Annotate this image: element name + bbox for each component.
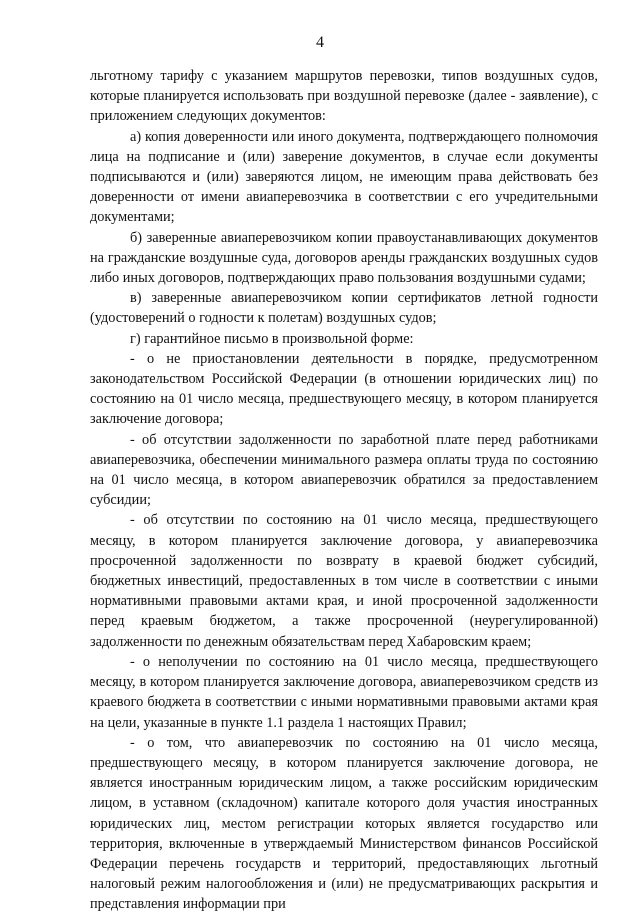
paragraph-bullet-1: - о не приостановлении деятельности в порядке, предусмотренном законодательством Российской Федерации (в отношении юридических лиц) по состоянию на 01 число месяца, предшествующего месяцу, в котором планируется заключение договора;: [90, 350, 598, 428]
paragraph-bullet-4: - о неполучении по состоянию на 01 число месяца, предшествующего месяцу, в котором планируется заключение договора, авиаперевозчиком средств из краевого бюджета в соответствии с иными нормативными правовыми актами края на цели, указанные в пункте 1.1 раздела 1 настоящих Правил;: [90, 653, 598, 731]
paragraph-bullet-3: - об отсутствии по состоянию на 01 число месяца, предшествующего месяцу, в котором планируется заключение договора, у авиаперевозчика просроченной задолженности по возврату в краевой бюджет субсидий, бюджетных инвестиций, предоставленных в том числе в соответствии с иными нормативными правовыми актами края, и иной просроченной задолженности перед краевым бюджетом, а также просроченной (неурегулированной) задолженности по денежным обязательствам перед Хабаровским краем;: [90, 512, 598, 650]
paragraph-item-b: б) заверенные авиаперевозчиком копии правоустанавливающих документов на гражданские воздушные суда, договоров аренды гражданских воздушных судов либо иных договоров, подтверждающих право пользования воздушными судами;: [90, 229, 598, 287]
paragraph-item-v: в) заверенные авиаперевозчиком копии сертификатов летной годности (удостоверений о годности к полетам) воздушных судов;: [90, 290, 598, 327]
paragraph-item-a: а) копия доверенности или иного документа, подтверждающего полномочия лица на подписание и (или) заверение документов, в случае если документы подписываются и (или) заверяются лицом, не имеющим права действовать без доверенности от имени авиаперевозчика в соответствии с его учредительными документами;: [90, 128, 598, 226]
paragraph-item-g: г) гарантийное письмо в произвольной форме:: [130, 330, 414, 347]
paragraph-bullet-5: - о том, что авиаперевозчик по состоянию на 01 число месяца, предшествующего месяцу, в котором планируется заключение договора, не является иностранным юридическим лицом, а также российским юридическим лицом, в уставном (складочном) капитале которого доля участия иностранных юридических лиц, местом регистрации которых является государство или территория, включенные в утверждаемый Министерством финансов Российской Федерации перечень государств и территорий, предоставляющих льготный налоговый режим налогообложения и (или) не предусматривающих раскрытия и представления информации при: [90, 734, 598, 913]
page-number: 4: [316, 34, 324, 51]
document-body: [90, 66, 598, 915]
paragraph-intro: льготному тарифу с указанием маршрутов перевозки, типов воздушных судов, которые планируется использовать при воздушной перевозке (далее - заявление), с приложением следующих документов:: [90, 68, 598, 125]
paragraph-bullet-2: - об отсутствии задолженности по заработной плате перед работниками авиаперевозчика, обеспечении минимального размера оплаты труда по состоянию на 01 число месяца, в котором авиаперевозчик обратился за предоставлением субсидии;: [90, 431, 598, 509]
